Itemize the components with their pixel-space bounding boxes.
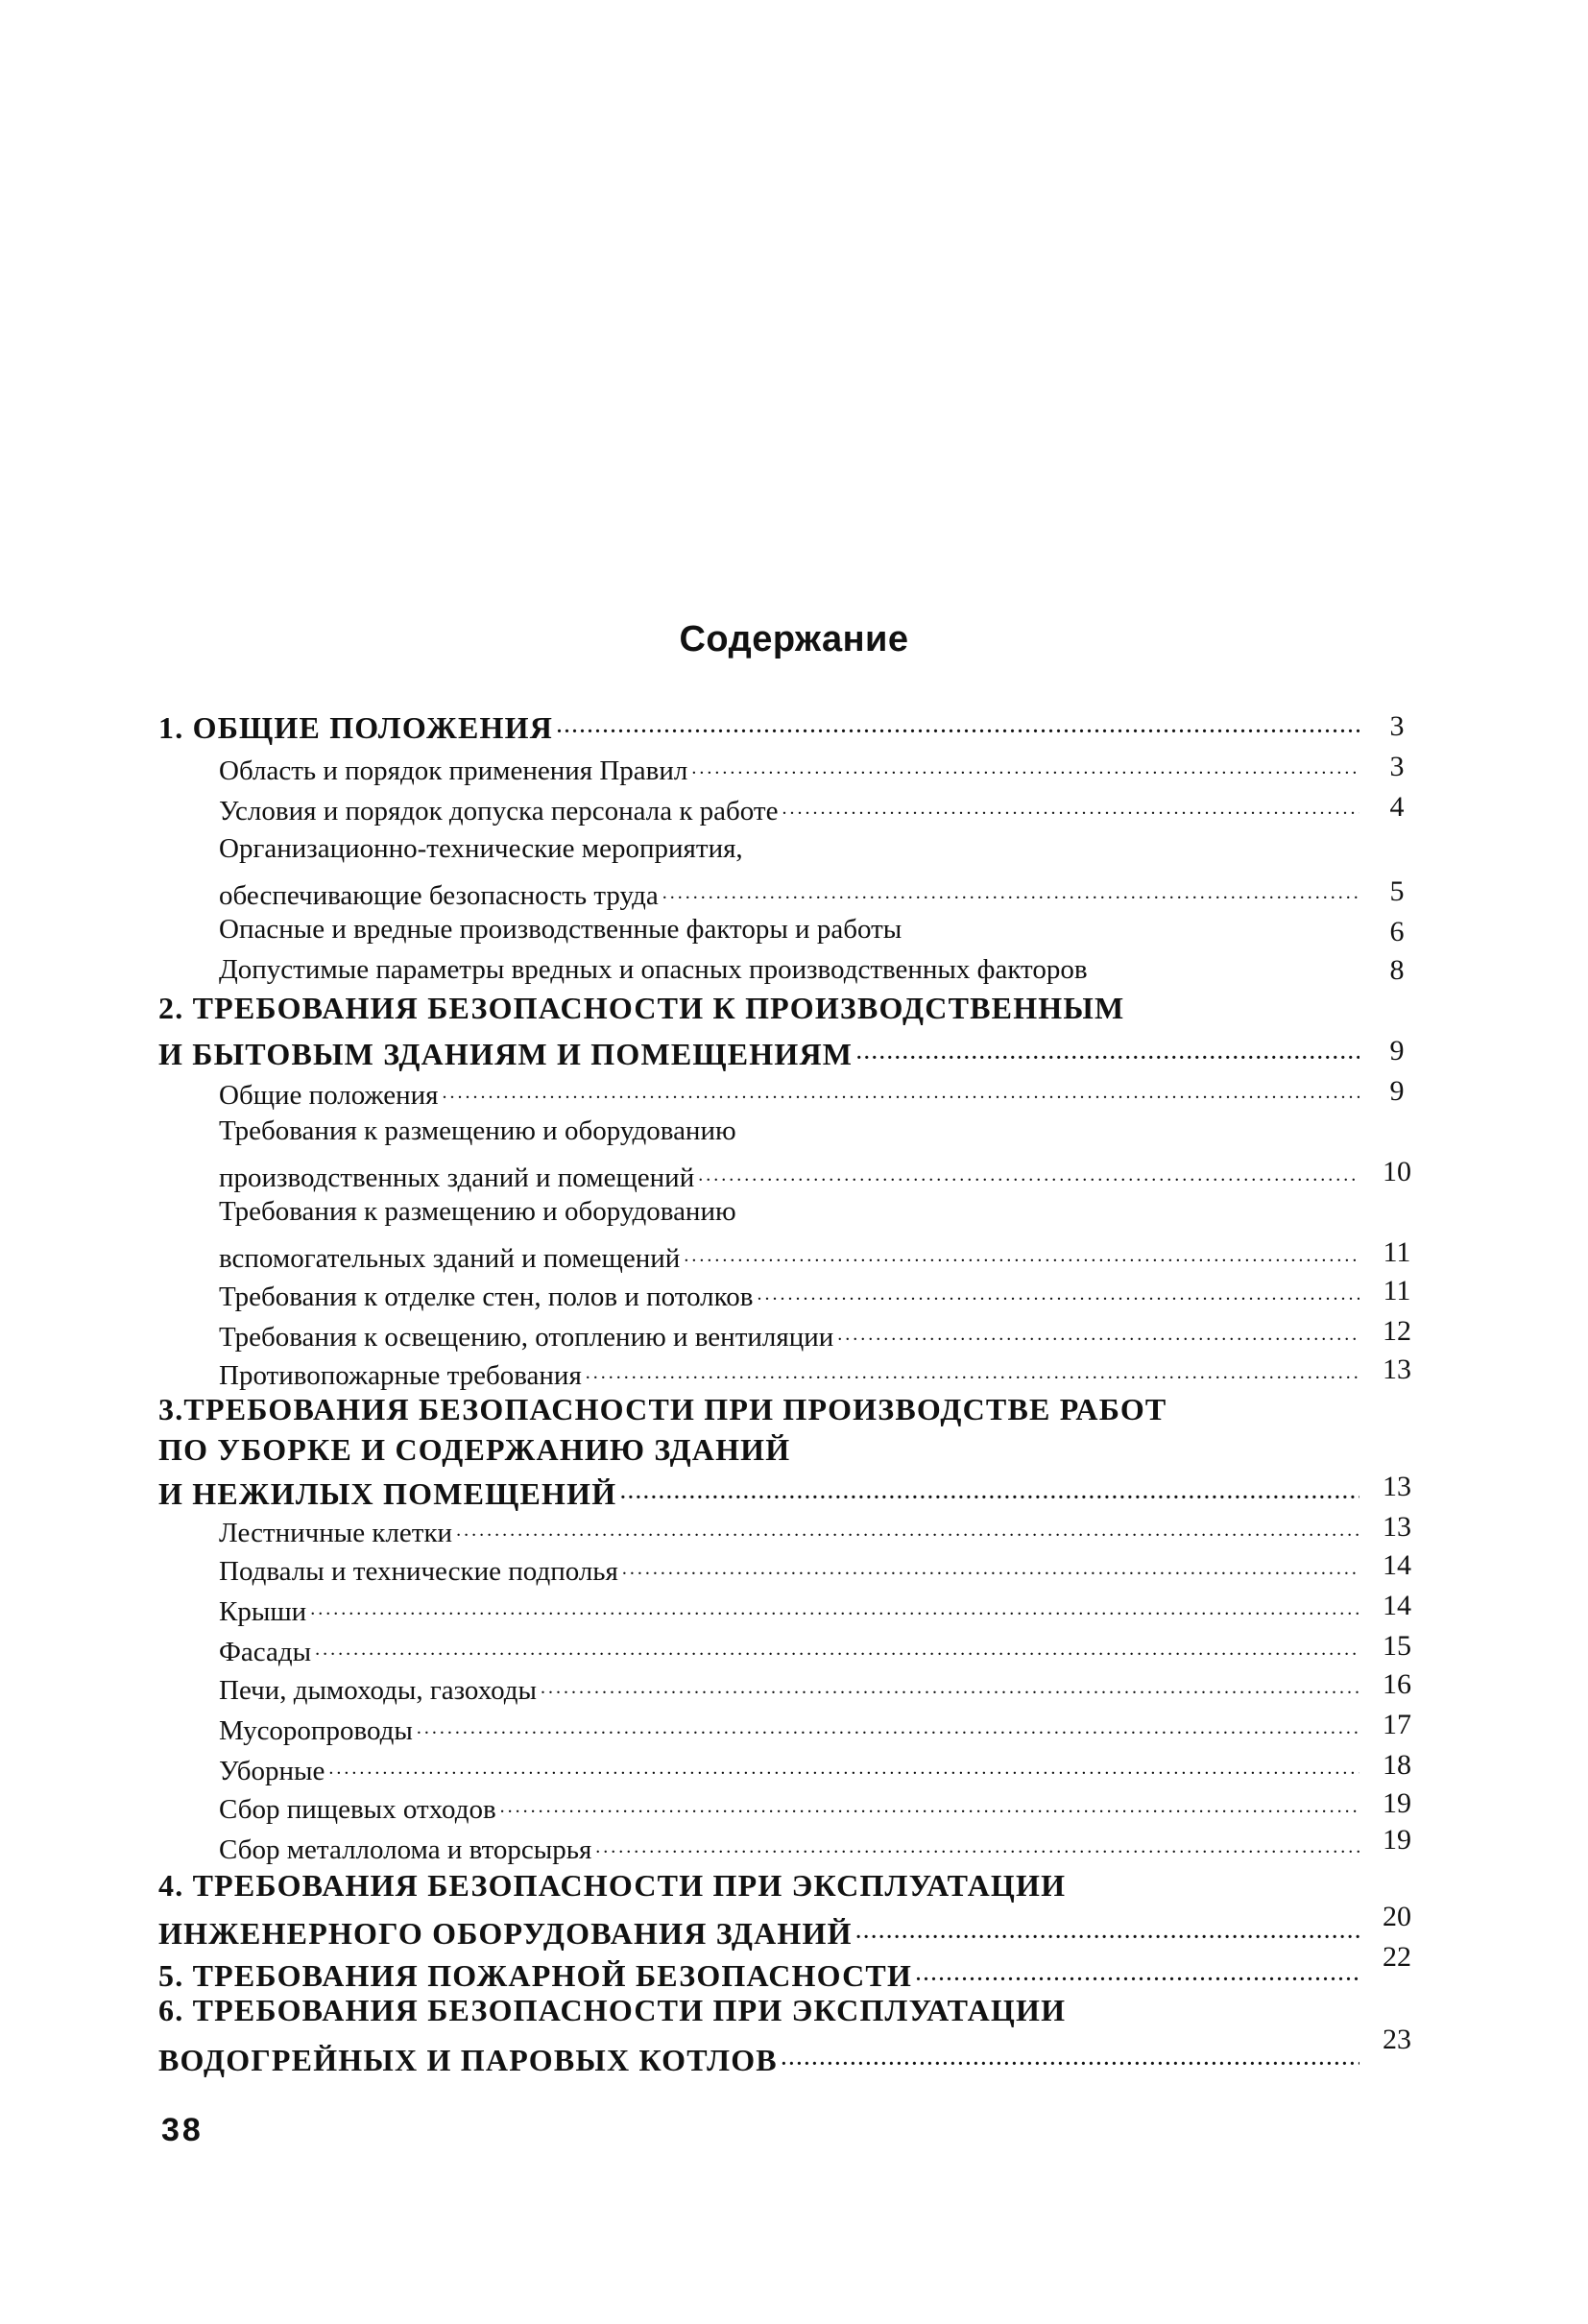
toc-entry-text: ПО УБОРКЕ И СОДЕРЖАНИЮ ЗДАНИЙ [158,1432,791,1467]
toc-entry-section [158,1471,1363,1511]
toc-entry-subsection [219,1115,1363,1156]
toc-page-number: 20 [1383,1901,1411,1932]
toc-entry-text: Опасные и вредные производственные факторы и работы [219,914,902,945]
leader-dots [782,789,1359,820]
toc-page-number: 8 [1389,954,1405,986]
toc-entry-subsection [219,1236,1363,1277]
toc-entry-text: вспомогательных зданий и помещений [219,1242,681,1274]
toc-entry-text: 1. ОБЩИЕ ПОЛОЖЕНИЯ [158,710,554,746]
toc-entry-section [158,1993,1363,2033]
leader-dots [442,1073,1359,1104]
leader-dots [328,1749,1359,1780]
toc-page-number: 11 [1383,1236,1411,1268]
toc-entry-subsection [219,1156,1363,1196]
toc-entry-subsection [219,1073,1363,1114]
page-title: Содержание [679,619,909,659]
toc-entry-text: Подвалы и технические подполья [219,1555,618,1587]
page-footer-number: 38 [161,2112,204,2148]
leader-dots [757,1275,1359,1306]
toc-entry-subsection [219,914,1363,954]
leader-dots [417,1709,1359,1739]
leader-dots [456,1511,1359,1542]
leader-dots [541,1668,1359,1699]
toc-entry-text: обеспечивающие безопасность труда [219,879,659,911]
toc-entry-subsection [219,1828,1363,1868]
toc-entry-text: ВОДОГРЕЙНЫХ И ПАРОВЫХ КОТЛОВ [158,2043,778,2078]
toc-entry-section [158,991,1363,1031]
leader-dots [620,1471,1359,1504]
toc-entry-subsection [219,1196,1363,1236]
leader-dots [856,1031,1359,1065]
toc-page-number: 22 [1383,1941,1411,1973]
toc-page-number: 15 [1383,1630,1411,1662]
toc-entry-text: Требования к размещению и оборудованию [219,1115,736,1146]
toc-entry-subsection [219,789,1363,829]
toc-entry-text: 5. ТРЕБОВАНИЯ ПОЖАРНОЙ БЕЗОПАСНОСТИ [158,1958,913,1994]
toc-entry-text: Противопожарные требования [219,1359,582,1391]
toc-entry-subsection [219,1590,1363,1630]
toc-entry-text: 6. ТРЕБОВАНИЯ БЕЗОПАСНОСТИ ПРИ ЭКСПЛУАТАЦИИ [158,1993,1067,2027]
toc-entry-subsection [219,954,1363,994]
toc-entry-section [158,705,1363,745]
toc-page-number: 14 [1383,1549,1411,1581]
toc-page-number: 3 [1389,710,1405,742]
toc-entry-text: Печи, дымоходы, газоходы [219,1674,537,1706]
toc-page-number: 6 [1389,916,1405,947]
toc-entry-text: Допустимые параметры вредных и опасных производственных факторов [219,954,1088,985]
toc-entry-subsection [219,1709,1363,1749]
toc-entry-text: 4. ТРЕБОВАНИЯ БЕЗОПАСНОСТИ ПРИ ЭКСПЛУАТАЦИИ [158,1868,1067,1903]
toc-page-number: 13 [1383,1354,1411,1385]
leader-dots [698,1156,1359,1186]
toc-entry-subsection [219,833,1363,874]
toc-entry-text: И БЫТОВЫМ ЗДАНИЯМ И ПОМЕЩЕНИЯМ [158,1037,854,1072]
leader-dots [315,1630,1359,1661]
toc-entry-text: 3.ТРЕБОВАНИЯ БЕЗОПАСНОСТИ ПРИ ПРОИЗВОДСТВЕ РАБОТ [158,1392,1167,1426]
toc-page-number: 5 [1389,875,1405,907]
leader-dots [684,1236,1359,1267]
toc-entry-text: Область и порядок применения Правил [219,755,688,786]
toc-page-number: 13 [1383,1511,1411,1543]
toc-entry-text: Лестничные клетки [219,1517,453,1548]
toc-entry-section [158,1432,1363,1473]
toc-entry-text: И НЕЖИЛЫХ ПОМЕЩЕНИЙ [158,1476,617,1512]
leader-dots [691,749,1359,779]
toc-page-number: 19 [1383,1787,1411,1819]
toc-entry-text: Условия и порядок допуска персонала к работе [219,795,779,827]
toc-entry-subsection [219,1668,1363,1709]
toc-entry-text: Организационно-технические мероприятия, [219,833,743,864]
toc-entry-subsection [219,1630,1363,1670]
toc-entry-text: Общие положения [219,1079,439,1111]
toc-page-number: 9 [1389,1075,1405,1107]
toc-page-number: 14 [1383,1590,1411,1621]
leader-dots [837,1315,1359,1346]
toc-entry-subsection [219,1549,1363,1590]
toc-page-number: 11 [1383,1275,1411,1306]
toc-entry-text: 2. ТРЕБОВАНИЯ БЕЗОПАСНОСТИ К ПРОИЗВОДСТВЕННЫМ [158,991,1125,1025]
leader-dots [916,1953,1359,1986]
toc-page-number: 12 [1383,1315,1411,1347]
toc-entry-subsection [219,1315,1363,1355]
leader-dots [856,1910,1359,1944]
toc-entry-section [158,1031,1363,1071]
toc-entry-subsection [219,1275,1363,1315]
toc-entry-text: Мусоропроводы [219,1714,413,1746]
toc-entry-section [158,1868,1363,1908]
toc-entry-text: производственных зданий и помещений [219,1162,695,1193]
leader-dots [782,2037,1359,2071]
leader-dots [586,1354,1359,1384]
toc-entry-text: Уборные [219,1755,325,1786]
toc-entry-text: ИНЖЕНЕРНОГО ОБОРУДОВАНИЯ ЗДАНИЙ [158,1916,853,1952]
toc-entry-section [158,1392,1363,1432]
toc-entry-subsection [219,874,1363,914]
toc-page-number: 16 [1383,1668,1411,1700]
leader-dots [557,705,1359,738]
toc-entry-subsection [219,749,1363,789]
toc-entry-text: Сбор пищевых отходов [219,1793,496,1825]
toc-entry-subsection [219,1787,1363,1828]
toc-entry-text: Сбор металлолома и вторсырья [219,1833,592,1865]
toc-entry-text: Требования к отделке стен, полов и потолков [219,1281,754,1312]
toc-entry-text: Крыши [219,1595,307,1627]
toc-entry-section [158,1910,1363,1951]
toc-page-number: 18 [1383,1749,1411,1781]
toc-entry-subsection [219,1749,1363,1789]
toc-entry-text: Фасады [219,1636,312,1667]
toc-page-number: 17 [1383,1709,1411,1740]
toc-page-number: 4 [1389,791,1405,823]
toc-page-number: 10 [1383,1156,1411,1187]
toc-entry-text: Требования к освещению, отоплению и вентиляции [219,1321,834,1353]
toc-entry-text: Требования к размещению и оборудованию [219,1196,736,1227]
leader-dots [595,1828,1359,1858]
leader-dots [310,1590,1359,1620]
toc-page-number: 19 [1383,1824,1411,1856]
toc-page-number: 3 [1389,751,1405,782]
toc-page-number: 9 [1389,1035,1405,1066]
toc-page-number: 13 [1383,1471,1411,1502]
toc-entry-section [158,2037,1363,2077]
toc-page-number: 23 [1383,2024,1411,2055]
toc-entry-subsection [219,1354,1363,1394]
leader-dots [622,1549,1359,1580]
leader-dots [500,1787,1359,1818]
leader-dots [662,874,1359,904]
toc-entry-section [158,1953,1363,1993]
toc-entry-subsection [219,1511,1363,1551]
